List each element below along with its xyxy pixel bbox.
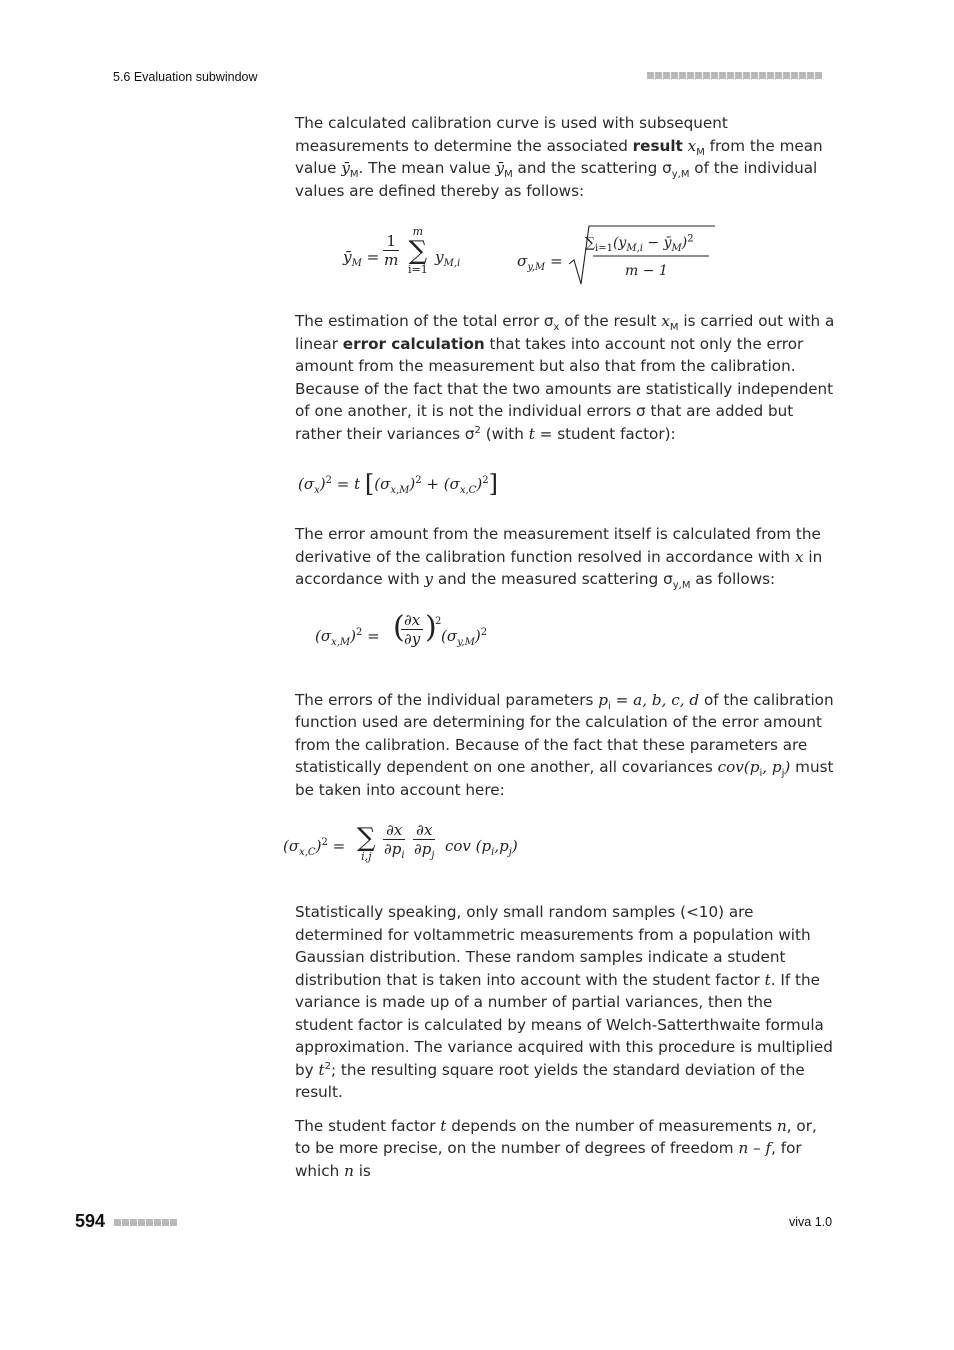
header-decoration [647, 72, 822, 79]
decorative-square [775, 72, 782, 79]
product-name: viva 1.0 [789, 1215, 833, 1229]
paragraph-calibration-curve: The calculated calibration curve is used with subsequent measurements to determine the associated result $x_M$ from the mean value $ȳ_M$. The mean value $ȳ_M$ and the scattering $\sigma_{y,M}$ of the individual values are defined thereby as follows: [295, 114, 823, 200]
decorative-square [735, 72, 742, 79]
decorative-square [679, 72, 686, 79]
page-body [283, 112, 835, 1182]
decorative-square [751, 72, 758, 79]
decorative-square [162, 1219, 169, 1226]
footer-decoration [114, 1219, 177, 1226]
decorative-square [647, 72, 654, 79]
decorative-square [703, 72, 710, 79]
paragraph-student-distribution: Statistically speaking, only small random samples (<10) are determined for voltammetric measurements from a population with Gaussian distribution. These random samples indicate a student distribution that is taken into account with the student factor t. If the variance is made up of a number of partial variances, then the student factor is calculated by means of Welch-Satterthwaite formula approximation. The variance acquired with this procedure is multiplied by $t^2$; the resulting square root yields the standard deviation of the result. [295, 903, 833, 1101]
paragraph-student-factor: The student factor t depends on the number of measurements n, or, to be more precise, on the number of degrees of freedom n – f, for which n is [295, 1116, 817, 1180]
decorative-square [130, 1219, 137, 1226]
equation-total-variance: $(\sigma_x)^2 = t$ $[(\sigma_{x,M})^2 + (\sigma_{x,C})^2]$ [298, 470, 498, 498]
decorative-square [138, 1219, 145, 1226]
decorative-square [759, 72, 766, 79]
page-number: 594 [75, 1211, 106, 1231]
decorative-square [711, 72, 718, 79]
equation-calibration-covariance: $(\sigma_{x,C})^2$ = ∑ i,j $\frac{\partial x}{\partial p_i}$ $\frac{\partial x}{\partial p_j}$ cov $(p_i,p_j)$ [283, 821, 518, 863]
decorative-square [671, 72, 678, 79]
decorative-square [719, 72, 726, 79]
decorative-square [170, 1219, 177, 1226]
decorative-square [815, 72, 822, 79]
paragraph-parameter-errors: The errors of the individual parameters $p_i = a$, b, c, d of the calibration function used are determining for the calculation of the error amount from the calibration. Because of the fact that these parameters are statistically dependent on one another, all covariances $cov(p_i$, $p_j$) must be taken into account here: [295, 690, 834, 799]
decorative-square [743, 72, 750, 79]
decorative-square [799, 72, 806, 79]
decorative-square [663, 72, 670, 79]
term-error-calculation: error calculation [342, 334, 485, 353]
decorative-square [154, 1219, 161, 1226]
decorative-square [122, 1219, 129, 1226]
decorative-square [791, 72, 798, 79]
decorative-square [146, 1219, 153, 1226]
decorative-square [807, 72, 814, 79]
decorative-square [767, 72, 774, 79]
running-header-section: 5.6 Evaluation subwindow [113, 70, 258, 84]
decorative-square [695, 72, 702, 79]
paragraph-measurement-error: The error amount from the measurement itself is calculated from the derivative of the calibration function resolved in accordance with x in accordance with y and the measured scattering $\sigma_{y,M}$ as follows: [295, 525, 823, 592]
decorative-square [655, 72, 662, 79]
decorative-square [687, 72, 694, 79]
term-result: result [632, 136, 683, 155]
paragraph-total-error: The estimation of the total error $\sigma_x$ of the result $x_M$ is carried out with a linear error calculation that takes into account not only the error amount from the measurement but also that from the calibration. Because of the fact that the two amounts are statistically independent of one another, it is not the individual errors σ that are added but rather their variances $\sigma^2$ (with t = student factor): [295, 312, 835, 443]
decorative-square [783, 72, 790, 79]
decorative-square [727, 72, 734, 79]
equation-mean-and-scattering: $ȳ_M$ = $\frac{1}{m}$ m ∑ i=1 $y_{M,i}$ $\sigma_{y,M}$ = $\sum_{i=1}(y_{M,i}$ − $ȳ_M)^2$ m − 1 [295, 224, 835, 292]
equation-measurement-error: $(\sigma_{x,M})^2$ = ( $\frac{\partial x}{\partial y}$ ) 2 $(\sigma_{y,M})^2$ [315, 609, 488, 648]
decorative-square [114, 1219, 121, 1226]
